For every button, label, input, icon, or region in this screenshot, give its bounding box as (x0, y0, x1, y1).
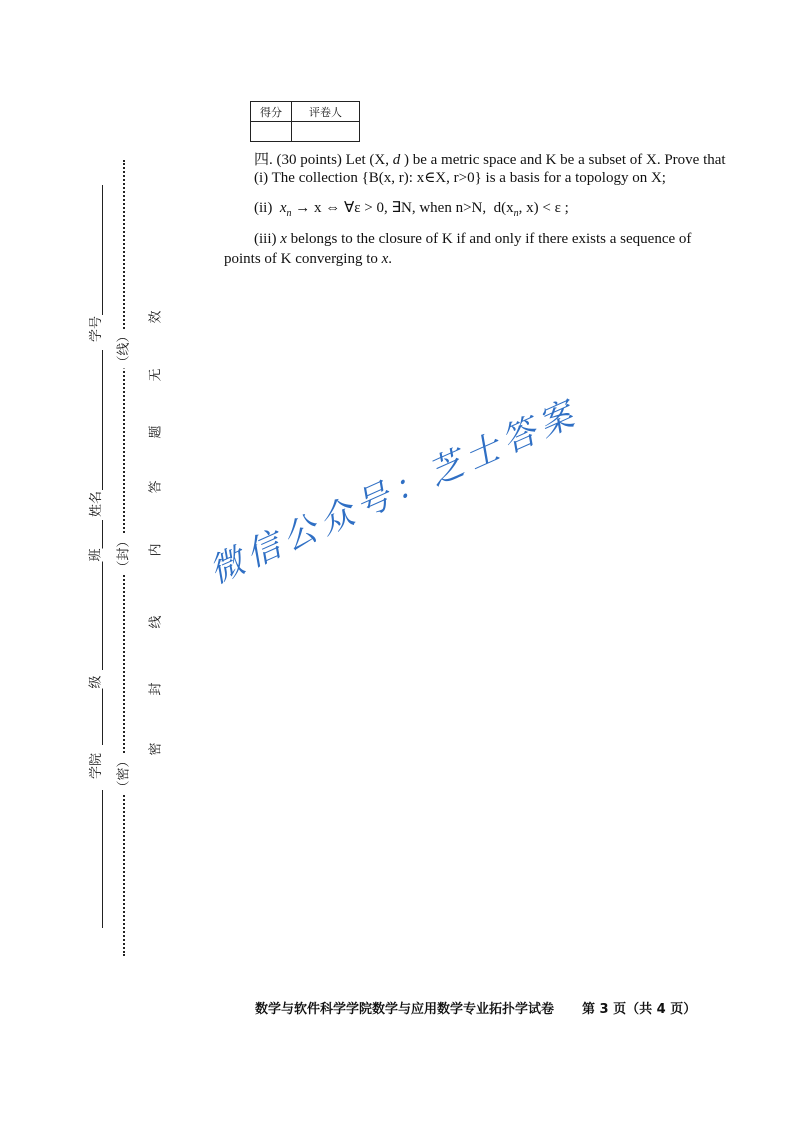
class-label: 班 (88, 548, 104, 562)
convergence-formula: $x_n \to x$ ⇔ ∀ε > 0, ∃N (279, 200, 412, 219)
warning-char: 无 (148, 368, 164, 382)
name-underline (102, 350, 103, 490)
warning-char: 题 (148, 425, 164, 439)
name-label: 姓名 (89, 490, 105, 518)
grade-label: 级 (88, 675, 104, 689)
footer-title: 数学与软件科学学院数学与应用数学专业拓扑学试卷 (255, 1002, 555, 1017)
seal-label-xian: （线） (116, 329, 132, 369)
watermark: 微信公众号：芝士答案 (203, 392, 585, 592)
question-intro: 四. (30 points) Let (X, d ) be a metric space and K be a subset of X. Prove that (254, 152, 726, 168)
score-table (250, 101, 360, 142)
grader-cell (292, 122, 360, 142)
warning-char: 线 (148, 615, 164, 629)
seal-label-feng: （封） (116, 534, 132, 574)
warning-char: 封 (148, 682, 164, 696)
student-id-label: 学号 (89, 315, 105, 343)
score-cell (251, 122, 292, 142)
footer-page-number: 第 3 页（共 4 页） (582, 1002, 697, 1017)
warning-char: 内 (148, 543, 164, 557)
student-id-underline (102, 185, 103, 315)
warning-char: 答 (148, 480, 164, 494)
grade-underline (102, 560, 103, 670)
grade-underline-2 (102, 685, 103, 745)
score-label: 得分 (251, 102, 292, 122)
page-footer (255, 998, 696, 1017)
question-part-3-line-2: points of K converging to x. (224, 251, 393, 267)
grader-label: 评卷人 (292, 102, 360, 122)
question-part-3-line-1: (iii) x belongs to the closure of K if and only if there exists a sequence of (254, 231, 692, 247)
class-underline (102, 520, 103, 550)
warning-char: 密 (148, 742, 164, 756)
college-label: 学院 (89, 752, 105, 780)
college-underline (102, 790, 103, 928)
seal-label-mi: （密） (116, 754, 132, 794)
question-part-2: (ii) $x_n \to x$ ⇔ ∀ε > 0, ∃N, when n>N, $d(x_n$, x) < ε ; (254, 200, 569, 219)
question-part-1: (i) The collection {B(x, r): x∈X, r>0} is a basis for a topology on X; (254, 170, 666, 186)
question-number: 四. (254, 152, 273, 168)
distance-formula: $d(x_n$, x) < ε ; (493, 200, 569, 219)
warning-char: 效 (148, 310, 164, 324)
